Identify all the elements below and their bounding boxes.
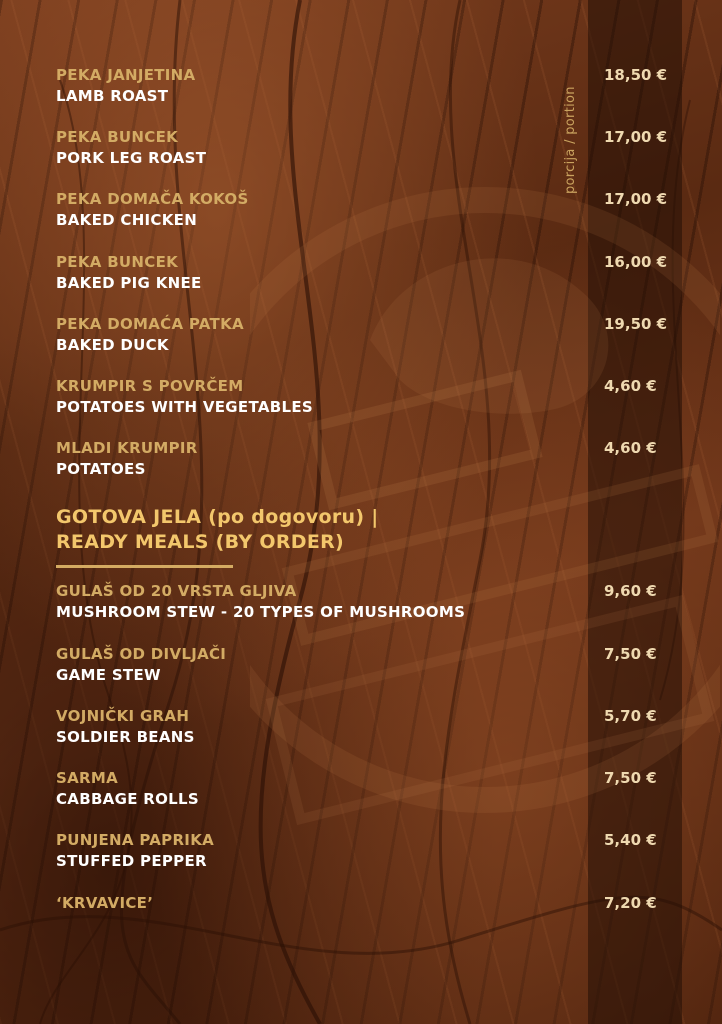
item-name-hr: PEKA DOMAČA KOKOŠ: [56, 190, 249, 208]
menu-item: [56, 252, 576, 294]
item-name-en: BAKED DUCK: [56, 336, 169, 354]
item-name-hr: GULAŠ OD DIVLJAČI: [56, 645, 227, 663]
price-column-band: [588, 0, 682, 1024]
item-price: 7,50 €: [604, 769, 657, 787]
section-title-line1: GOTOVA JELA (po dogovoru) |: [56, 506, 379, 528]
menu-item: [56, 830, 576, 872]
item-name-en: POTATOES WITH VEGETABLES: [56, 398, 313, 416]
item-price: 16,00 €: [604, 253, 668, 271]
item-name-en: SOLDIER BEANS: [56, 728, 195, 746]
item-name-hr: MLADI KRUMPIR: [56, 439, 198, 457]
item-name-en: CABBAGE ROLLS: [56, 790, 199, 808]
item-price: 5,70 €: [604, 707, 657, 725]
item-price: 18,50 €: [604, 66, 668, 84]
item-name-en: MUSHROOM STEW - 20 TYPES OF MUSHROOMS: [56, 603, 466, 621]
menu-item: [56, 893, 576, 914]
item-price: 4,60 €: [604, 439, 657, 457]
item-name-hr: KRUMPIR S POVRČEM: [56, 377, 244, 395]
section-title-line2: READY MEALS (BY ORDER): [56, 531, 345, 553]
item-name-hr: PEKA JANJETINA: [56, 66, 196, 84]
item-name-hr: ‘KRVAVICE’: [56, 894, 154, 912]
item-name-hr: PEKA DOMAĆA PATKA: [56, 315, 244, 333]
menu-item: [56, 127, 576, 169]
section-title: [56, 505, 576, 555]
item-price: 19,50 €: [604, 315, 668, 333]
menu-item: [56, 65, 576, 107]
item-name-hr: PEKA BUNCEK: [56, 128, 179, 146]
item-name-en: PORK LEG ROAST: [56, 149, 207, 167]
item-name-hr: PEKA BUNCEK: [56, 253, 179, 271]
menu-item: [56, 581, 576, 623]
menu-item: [56, 376, 576, 418]
item-price: 5,40 €: [604, 831, 657, 849]
menu-item: [56, 644, 576, 686]
item-price: 9,60 €: [604, 582, 657, 600]
portion-label: porcija / portion: [563, 86, 578, 194]
menu-item: [56, 768, 576, 810]
item-price: 7,50 €: [604, 645, 657, 663]
item-price: 17,00 €: [604, 190, 668, 208]
item-name-en: LAMB ROAST: [56, 87, 169, 105]
item-name-en: STUFFED PEPPER: [56, 852, 207, 870]
menu-item: [56, 189, 576, 231]
item-name-en: BAKED PIG KNEE: [56, 274, 202, 292]
menu-item: [56, 438, 576, 480]
item-price: 4,60 €: [604, 377, 657, 395]
item-name-hr: SARMA: [56, 769, 118, 787]
item-name-hr: GULAŠ OD 20 VRSTA GLJIVA: [56, 582, 297, 600]
item-name-en: GAME STEW: [56, 666, 161, 684]
section-divider: [56, 565, 233, 568]
item-price: 7,20 €: [604, 894, 657, 912]
item-name-hr: PUNJENA PAPRIKA: [56, 831, 215, 849]
item-name-en: BAKED CHICKEN: [56, 211, 198, 229]
menu-item: [56, 706, 576, 748]
menu-item: [56, 314, 576, 356]
item-name-en: POTATOES: [56, 460, 146, 478]
item-price: 17,00 €: [604, 128, 668, 146]
item-name-hr: VOJNIČKI GRAH: [56, 707, 190, 725]
